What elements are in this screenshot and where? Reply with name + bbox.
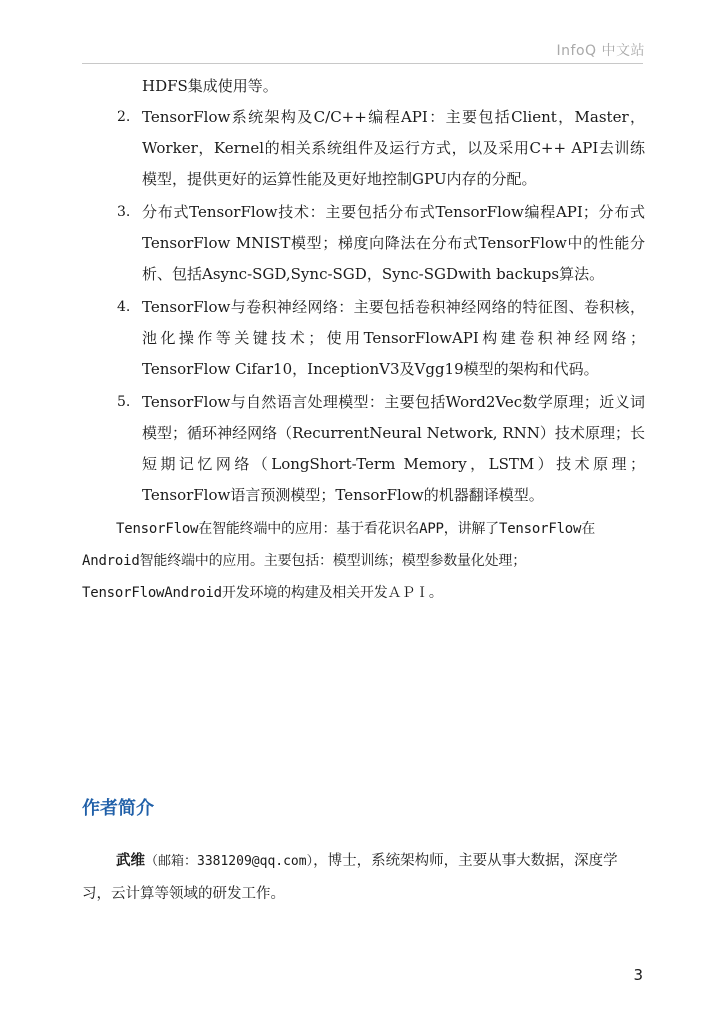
list-item-text: TensorFlow系统架构及C/C++编程API：主要包括Client，Master，Worker，Kernel的相关系统组件及运行方式，以及采用C++ API去训练模型，提供更好的运算性能及更好地控制GPU内存的分配。 [142,108,645,188]
author-name: 武维 [116,852,145,869]
page-number: 3 [633,966,643,984]
summary-paragraph: TensorFlow在智能终端中的应用：基于看花识名APP，讲解了TensorFlow在Android智能终端中的应用。主要包括：模型训练；模型参数量化处理；TensorFlowAndroid开发环境的构建及相关开发ＡＰＩ。 [82,521,596,601]
list-item-text: TensorFlow与自然语言处理模型：主要包括Word2Vec数学原理；近义词模型；循环神经网络（RecurrentNeural Network, RNN）技术原理；长短期记忆网络（LongShort-Term Memory，LSTM）技术原理；TensorFlow语言预测模型；TensorFlow的机器翻译模型。 [142,393,645,504]
section-title-author: 作者简介 [82,798,154,819]
list-item-number: 5. [117,394,131,410]
list-item [82,102,645,195]
article-body [82,70,645,609]
list-item-number: 4. [117,299,131,315]
header-divider [82,63,643,64]
feature-list [82,102,645,511]
list-item [82,197,645,290]
list-item-text: TensorFlow与卷积神经网络：主要包括卷积神经网络的特征图、卷积核，池化操作等关键技术；使用TensorFlowAPI构建卷积神经网络；TensorFlow Cifar10，InceptionV3及Vgg19模型的架构和代码。 [142,298,645,378]
list-item-number: 3. [117,204,131,220]
list-item-text: 分布式TensorFlow技术：主要包括分布式TensorFlow编程API；分布式TensorFlow MNIST模型；梯度向降法在分布式TensorFlow中的性能分析、包括Async-SGD,Sync-SGD，Sync-SGDwith backups算法。 [142,203,645,283]
author-bio [82,844,645,911]
header-brand: InfoQ 中文站 [556,43,645,59]
list-item [82,292,645,385]
list-item-number: 2. [117,109,131,125]
author-bio-text: ，博士，系统架构师，主要从事大数据，深度学习，云计算等领域的研发工作。 [82,853,618,902]
list-item [82,387,645,511]
list-continuation: HDFS集成使用等。 [142,77,278,95]
author-email: （邮箱：3381209@qq.com） [145,854,314,869]
